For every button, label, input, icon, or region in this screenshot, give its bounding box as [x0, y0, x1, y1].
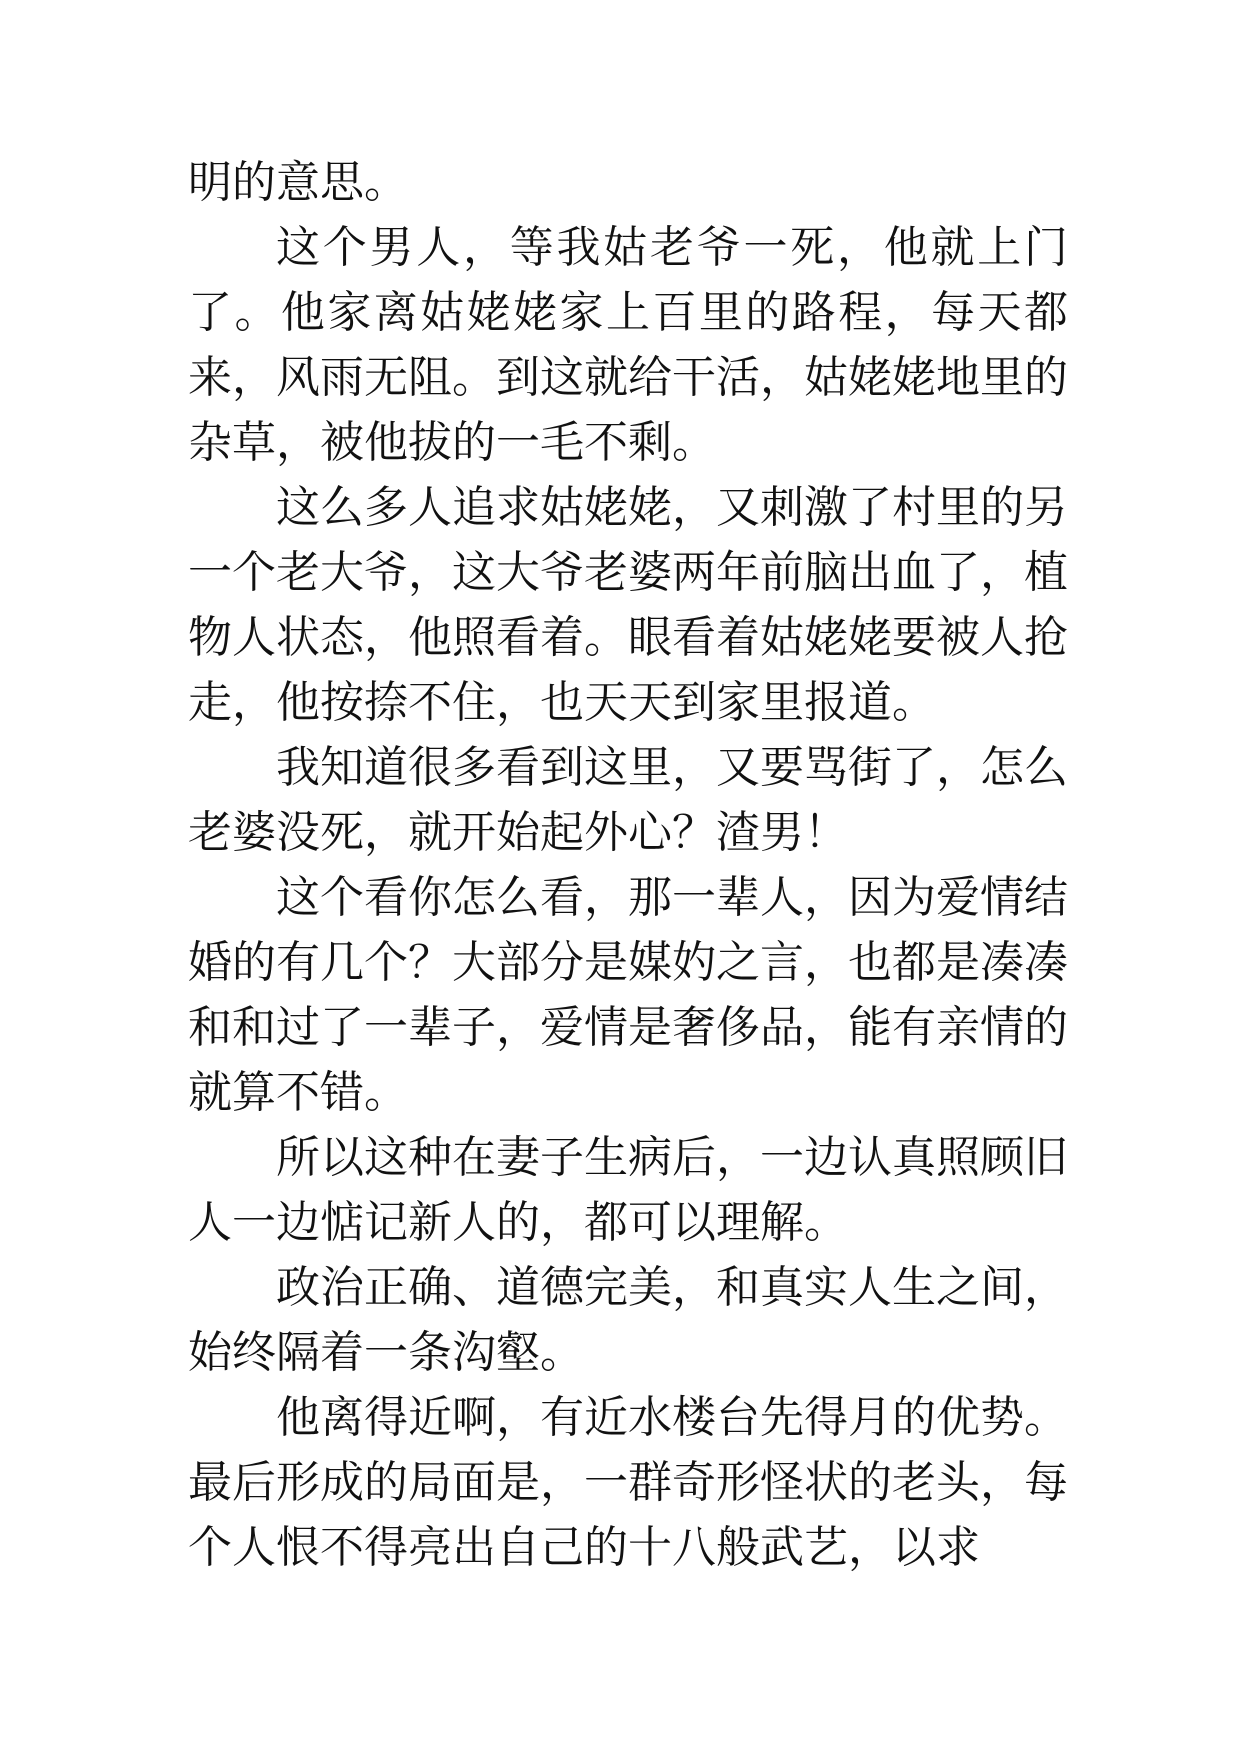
- paragraph-6: 所以这种在妻子生病后，一边认真照顾旧人一边惦记新人的，都可以理解。: [188, 1132, 1068, 1248]
- paragraph-3: 这么多人追求姑姥姥，又刺激了村里的另一个老大爷，这大爷老婆两年前脑出血了，植物人状态，他照看着。眼看着姑姥姥要被人抢走，他按捺不住，也天天到家里报道。: [188, 482, 1068, 728]
- paragraph-1: 明的意思。: [188, 157, 408, 208]
- paragraph-5: 这个看你怎么看，那一辈人，因为爱情结婚的有几个？大部分是媒妁之言，也都是凑凑和和过了一辈子，爱情是奢侈品，能有亲情的就算不错。: [188, 872, 1068, 1118]
- paragraph-4: 我知道很多看到这里，又要骂街了，怎么老婆没死，就开始起外心？渣男！: [188, 742, 1068, 858]
- paragraph-7: 政治正确、道德完美，和真实人生之间，始终隔着一条沟壑。: [188, 1262, 1068, 1378]
- body-text: [188, 150, 1068, 1580]
- paragraph-8: 他离得近啊，有近水楼台先得月的优势。最后形成的局面是，一群奇形怪状的老头，每个人恨不得亮出自己的十八般武艺，以求: [188, 1392, 1068, 1573]
- paragraph-2: 这个男人，等我姑老爷一死，他就上门了。他家离姑姥姥家上百里的路程，每天都来，风雨无阻。到这就给干活，姑姥姥地里的杂草，被他拔的一毛不剩。: [188, 222, 1068, 468]
